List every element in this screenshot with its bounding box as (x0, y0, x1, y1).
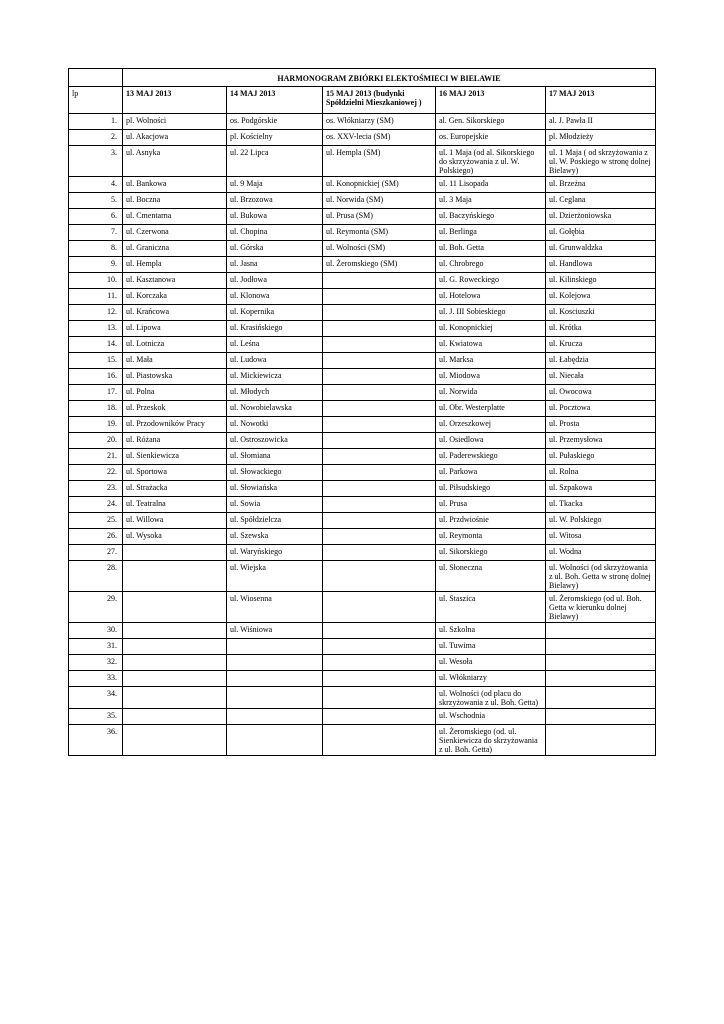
street-cell: ul. Reymonta (436, 529, 546, 545)
street-cell: ul. Obr. Westerplatte (436, 401, 546, 417)
table-row (69, 545, 656, 561)
table-row (69, 449, 656, 465)
street-cell: ul. Korczaka (123, 289, 227, 305)
header-day-2: 14 MAJ 2013 (227, 87, 323, 114)
street-cell (323, 353, 436, 369)
street-cell: ul. Miodowa (436, 369, 546, 385)
row-number: 29. (69, 592, 123, 623)
street-cell: ul. Konopnickiej (SM) (323, 177, 436, 193)
street-cell: ul. Kilinskiego (546, 273, 656, 289)
street-cell: ul. Mickiewicza (227, 369, 323, 385)
street-cell (323, 305, 436, 321)
street-cell: ul. Włókniarzy (436, 671, 546, 687)
table-row (69, 305, 656, 321)
street-cell (323, 401, 436, 417)
row-number: 27. (69, 545, 123, 561)
street-cell: pl. Wolności (123, 114, 227, 130)
street-cell: ul. Marksa (436, 353, 546, 369)
street-cell: ul. Tkacka (546, 497, 656, 513)
street-cell (123, 561, 227, 592)
street-cell (323, 289, 436, 305)
street-cell: ul. Handlowa (546, 257, 656, 273)
street-cell: ul. Ostroszowicka (227, 433, 323, 449)
street-cell: ul. Kwiatowa (436, 337, 546, 353)
street-cell: ul. Hotelowa (436, 289, 546, 305)
street-cell: ul. Przodowników Pracy (123, 417, 227, 433)
street-cell: ul. Grunwaldzka (546, 241, 656, 257)
row-number: 9. (69, 257, 123, 273)
street-cell: ul. G. Roweckiego (436, 273, 546, 289)
street-cell (323, 417, 436, 433)
table-row (69, 465, 656, 481)
table-row (69, 273, 656, 289)
table-row (69, 655, 656, 671)
street-cell: ul. Dzierżoniowska (546, 209, 656, 225)
table-row (69, 725, 656, 756)
street-cell (123, 655, 227, 671)
street-cell (546, 639, 656, 655)
table-row (69, 353, 656, 369)
row-number: 17. (69, 385, 123, 401)
table-row (69, 433, 656, 449)
collection-schedule-table (68, 68, 656, 756)
street-cell: ul. Ludowa (227, 353, 323, 369)
street-cell: ul. Pocztowa (546, 401, 656, 417)
row-number: 24. (69, 497, 123, 513)
street-cell (546, 655, 656, 671)
street-cell (123, 725, 227, 756)
street-cell (546, 725, 656, 756)
street-cell: ul. Wysoka (123, 529, 227, 545)
street-cell: os. Podgórskie (227, 114, 323, 130)
street-cell: ul. Sikorskiego (436, 545, 546, 561)
street-cell: ul. Pułaskiego (546, 449, 656, 465)
street-cell (123, 639, 227, 655)
street-cell: ul. Kosciuszki (546, 305, 656, 321)
street-cell (323, 273, 436, 289)
street-cell: ul. Boh. Getta (436, 241, 546, 257)
street-cell: ul. Kasztanowa (123, 273, 227, 289)
street-cell (227, 639, 323, 655)
header-day-4: 16 MAJ 2013 (436, 87, 546, 114)
row-number: 13. (69, 321, 123, 337)
header-row (69, 87, 656, 114)
table-row (69, 209, 656, 225)
row-number: 4. (69, 177, 123, 193)
street-cell: ul. Piastowska (123, 369, 227, 385)
street-cell: ul. Kopernika (227, 305, 323, 321)
street-cell (123, 623, 227, 639)
table-row (69, 241, 656, 257)
street-cell: ul. Brzozowa (227, 193, 323, 209)
street-cell (227, 725, 323, 756)
table-row (69, 417, 656, 433)
street-cell: ul. Słowiańska (227, 481, 323, 497)
table-row (69, 177, 656, 193)
row-number: 36. (69, 725, 123, 756)
street-cell: ul. Klonowa (227, 289, 323, 305)
title-empty-cell (69, 69, 123, 87)
street-cell: ul. Willowa (123, 513, 227, 529)
street-cell (227, 709, 323, 725)
street-cell: ul. Nowobielawska (227, 401, 323, 417)
street-cell: ul. Osiedlowa (436, 433, 546, 449)
street-cell: ul. 22 Lipca (227, 146, 323, 177)
street-cell: ul. Brzeżna (546, 177, 656, 193)
street-cell (323, 623, 436, 639)
street-cell (323, 321, 436, 337)
street-cell (323, 655, 436, 671)
street-cell: ul. Rolna (546, 465, 656, 481)
street-cell: ul. Żeromskiego (od ul. Boh. Getta w kierunku dolnej Bielawy) (546, 592, 656, 623)
street-cell: ul. Piłsudskiego (436, 481, 546, 497)
table-row (69, 592, 656, 623)
table-row (69, 130, 656, 146)
row-number: 16. (69, 369, 123, 385)
street-cell: ul. Kolejowa (546, 289, 656, 305)
row-number: 34. (69, 687, 123, 709)
row-number: 22. (69, 465, 123, 481)
street-cell: ul. Boczna (123, 193, 227, 209)
street-cell: al. J. Pawła II (546, 114, 656, 130)
street-cell: ul. W. Polskiego (546, 513, 656, 529)
street-cell: ul. Wolności (od placu do skrzyżowania z ul. Boh. Getta) (436, 687, 546, 709)
street-cell (123, 545, 227, 561)
street-cell (323, 497, 436, 513)
row-number: 25. (69, 513, 123, 529)
street-cell (323, 465, 436, 481)
street-cell: ul. Lotnicza (123, 337, 227, 353)
street-cell: ul. Konopnickiej (436, 321, 546, 337)
street-cell: ul. 9 Maja (227, 177, 323, 193)
table-row (69, 623, 656, 639)
street-cell (323, 561, 436, 592)
table-row (69, 671, 656, 687)
street-cell: pl. Kościelny (227, 130, 323, 146)
street-cell: ul. Górska (227, 241, 323, 257)
table-row (69, 513, 656, 529)
table-row (69, 146, 656, 177)
street-cell (123, 709, 227, 725)
street-cell (323, 513, 436, 529)
street-cell (323, 449, 436, 465)
row-number: 18. (69, 401, 123, 417)
street-cell (323, 687, 436, 709)
street-cell: ul. Bukowa (227, 209, 323, 225)
street-cell (323, 725, 436, 756)
table-row (69, 687, 656, 709)
street-cell: ul. Przdwiośnie (436, 513, 546, 529)
street-cell (323, 592, 436, 623)
street-cell: ul. Lipowa (123, 321, 227, 337)
street-cell: ul. 1 Maja ( od skrzyżowania z ul. W. Poskiego w stronę dolnej Bielawy) (546, 146, 656, 177)
row-number: 14. (69, 337, 123, 353)
street-cell (227, 671, 323, 687)
street-cell: ul. Teatralna (123, 497, 227, 513)
street-cell: os. Europejskie (436, 130, 546, 146)
street-cell: ul. Bankowa (123, 177, 227, 193)
header-day-1: 13 MAJ 2013 (123, 87, 227, 114)
street-cell: ul. Prusa (SM) (323, 209, 436, 225)
row-number: 6. (69, 209, 123, 225)
street-cell: ul. 1 Maja (od al. Sikorskiego do skrzyżowania z ul. W. Polskiego) (436, 146, 546, 177)
street-cell: ul. 11 Lisopada (436, 177, 546, 193)
title-row (69, 69, 656, 87)
street-cell: ul. Parkowa (436, 465, 546, 481)
street-cell: ul. Różana (123, 433, 227, 449)
street-cell: ul. Berlinga (436, 225, 546, 241)
table-row (69, 481, 656, 497)
street-cell (123, 671, 227, 687)
row-number: 30. (69, 623, 123, 639)
street-cell (227, 687, 323, 709)
row-number: 1. (69, 114, 123, 130)
street-cell: ul. Wiejska (227, 561, 323, 592)
street-cell: ul. Wiosenna (227, 592, 323, 623)
street-cell: ul. Owocowa (546, 385, 656, 401)
row-number: 8. (69, 241, 123, 257)
row-number: 26. (69, 529, 123, 545)
street-cell: ul. Szpakowa (546, 481, 656, 497)
table-row (69, 709, 656, 725)
row-number: 7. (69, 225, 123, 241)
street-cell: al. Gen. Sikorskiego (436, 114, 546, 130)
row-number: 32. (69, 655, 123, 671)
street-cell: ul. Sowia (227, 497, 323, 513)
table-row (69, 401, 656, 417)
street-cell (323, 337, 436, 353)
street-cell: ul. Krucza (546, 337, 656, 353)
table-row (69, 529, 656, 545)
row-number: 31. (69, 639, 123, 655)
street-cell (323, 481, 436, 497)
street-cell: ul. Krańcowa (123, 305, 227, 321)
street-cell: ul. Asnyka (123, 146, 227, 177)
street-cell: ul. Spółdzielcza (227, 513, 323, 529)
row-number: 2. (69, 130, 123, 146)
street-cell (227, 655, 323, 671)
table-row (69, 321, 656, 337)
table-row (69, 561, 656, 592)
street-cell: os. XXV-lecia (SM) (323, 130, 436, 146)
street-cell (323, 671, 436, 687)
street-cell (323, 545, 436, 561)
street-cell: ul. Hempla (SM) (323, 146, 436, 177)
street-cell: ul. Łabędzia (546, 353, 656, 369)
row-number: 12. (69, 305, 123, 321)
street-cell: ul. Wolności (SM) (323, 241, 436, 257)
table-row (69, 257, 656, 273)
street-cell: ul. Przemysłowa (546, 433, 656, 449)
street-cell: ul. Baczyńskiego (436, 209, 546, 225)
row-number: 33. (69, 671, 123, 687)
street-cell: ul. Wesoła (436, 655, 546, 671)
row-number: 11. (69, 289, 123, 305)
street-cell: ul. Jodłowa (227, 273, 323, 289)
street-cell (323, 709, 436, 725)
street-cell: ul. Wodna (546, 545, 656, 561)
table-row (69, 497, 656, 513)
street-cell: ul. Słomiana (227, 449, 323, 465)
table-row (69, 289, 656, 305)
street-cell: ul. Chopina (227, 225, 323, 241)
street-cell: ul. Staszica (436, 592, 546, 623)
row-number: 23. (69, 481, 123, 497)
street-cell: ul. Witosa (546, 529, 656, 545)
table-row (69, 225, 656, 241)
row-number: 10. (69, 273, 123, 289)
street-cell: ul. Nowotki (227, 417, 323, 433)
row-number: 35. (69, 709, 123, 725)
street-cell: ul. Chrobrego (436, 257, 546, 273)
street-cell: ul. Młodych (227, 385, 323, 401)
table-row (69, 114, 656, 130)
street-cell: ul. Graniczna (123, 241, 227, 257)
street-cell (323, 385, 436, 401)
street-cell: ul. Prosta (546, 417, 656, 433)
row-number: 15. (69, 353, 123, 369)
street-cell (546, 623, 656, 639)
table-row (69, 639, 656, 655)
table-row (69, 369, 656, 385)
street-cell: ul. Prusa (436, 497, 546, 513)
street-cell: ul. Orzeszkowej (436, 417, 546, 433)
street-cell: ul. Krótka (546, 321, 656, 337)
street-cell (123, 687, 227, 709)
street-cell: ul. Szewska (227, 529, 323, 545)
street-cell: ul. Paderewskiego (436, 449, 546, 465)
street-cell: os. Włókniarzy (SM) (323, 114, 436, 130)
street-cell: ul. Mała (123, 353, 227, 369)
street-cell: ul. Krasińskiego (227, 321, 323, 337)
street-cell: ul. Strażacka (123, 481, 227, 497)
street-cell: ul. Żeromskiego (SM) (323, 257, 436, 273)
street-cell: ul. Norwida (436, 385, 546, 401)
street-cell: ul. Niecała (546, 369, 656, 385)
table-row (69, 385, 656, 401)
street-cell: ul. Wiśniowa (227, 623, 323, 639)
street-cell: ul. Słoneczna (436, 561, 546, 592)
row-number: 21. (69, 449, 123, 465)
street-cell: ul. Cmentarna (123, 209, 227, 225)
street-cell: ul. Sienkiewicza (123, 449, 227, 465)
street-cell (323, 369, 436, 385)
street-cell: ul. Przeskok (123, 401, 227, 417)
street-cell: ul. Norwida (SM) (323, 193, 436, 209)
street-cell: ul. J. III Sobieskiego (436, 305, 546, 321)
street-cell (123, 592, 227, 623)
header-lp: lp (69, 87, 123, 114)
row-number: 28. (69, 561, 123, 592)
row-number: 3. (69, 146, 123, 177)
street-cell: ul. Tuwima (436, 639, 546, 655)
street-cell: ul. Szkolna (436, 623, 546, 639)
street-cell (323, 529, 436, 545)
street-cell: ul. Wschodnia (436, 709, 546, 725)
street-cell: ul. Leśna (227, 337, 323, 353)
street-cell: ul. Waryńskiego (227, 545, 323, 561)
row-number: 19. (69, 417, 123, 433)
street-cell: ul. Czerwona (123, 225, 227, 241)
row-number: 20. (69, 433, 123, 449)
street-cell: ul. Jasna (227, 257, 323, 273)
street-cell (546, 709, 656, 725)
street-cell: ul. Akacjowa (123, 130, 227, 146)
row-number: 5. (69, 193, 123, 209)
street-cell: ul. Hempla (123, 257, 227, 273)
street-cell: ul. Ceglana (546, 193, 656, 209)
street-cell (323, 639, 436, 655)
document-page (68, 68, 655, 756)
street-cell (546, 671, 656, 687)
street-cell: ul. Słowackiego (227, 465, 323, 481)
table-row (69, 193, 656, 209)
header-day-3: 15 MAJ 2013 (budynki Spółdzielni Mieszkaniowej ) (323, 87, 436, 114)
header-day-5: 17 MAJ 2013 (546, 87, 656, 114)
street-cell: ul. Wolności (od skrzyżowania z ul. Boh. Getta w stronę dolnej Bielawy) (546, 561, 656, 592)
street-cell: ul. Sportowa (123, 465, 227, 481)
street-cell: pl. Młodzieży (546, 130, 656, 146)
street-cell (323, 433, 436, 449)
street-cell: ul. 3 Maja (436, 193, 546, 209)
table-title: HARMONOGRAM ZBIÓRKI ELEKTOŚMIECI W BIELAWIE (123, 69, 656, 87)
street-cell: ul. Żeromskiego (od. ul. Sienkiewicza do skrzyżowania z ul. Boh. Getta) (436, 725, 546, 756)
street-cell (546, 687, 656, 709)
street-cell: ul. Polna (123, 385, 227, 401)
table-row (69, 337, 656, 353)
street-cell: ul. Reymonta (SM) (323, 225, 436, 241)
street-cell: ul. Gołębia (546, 225, 656, 241)
